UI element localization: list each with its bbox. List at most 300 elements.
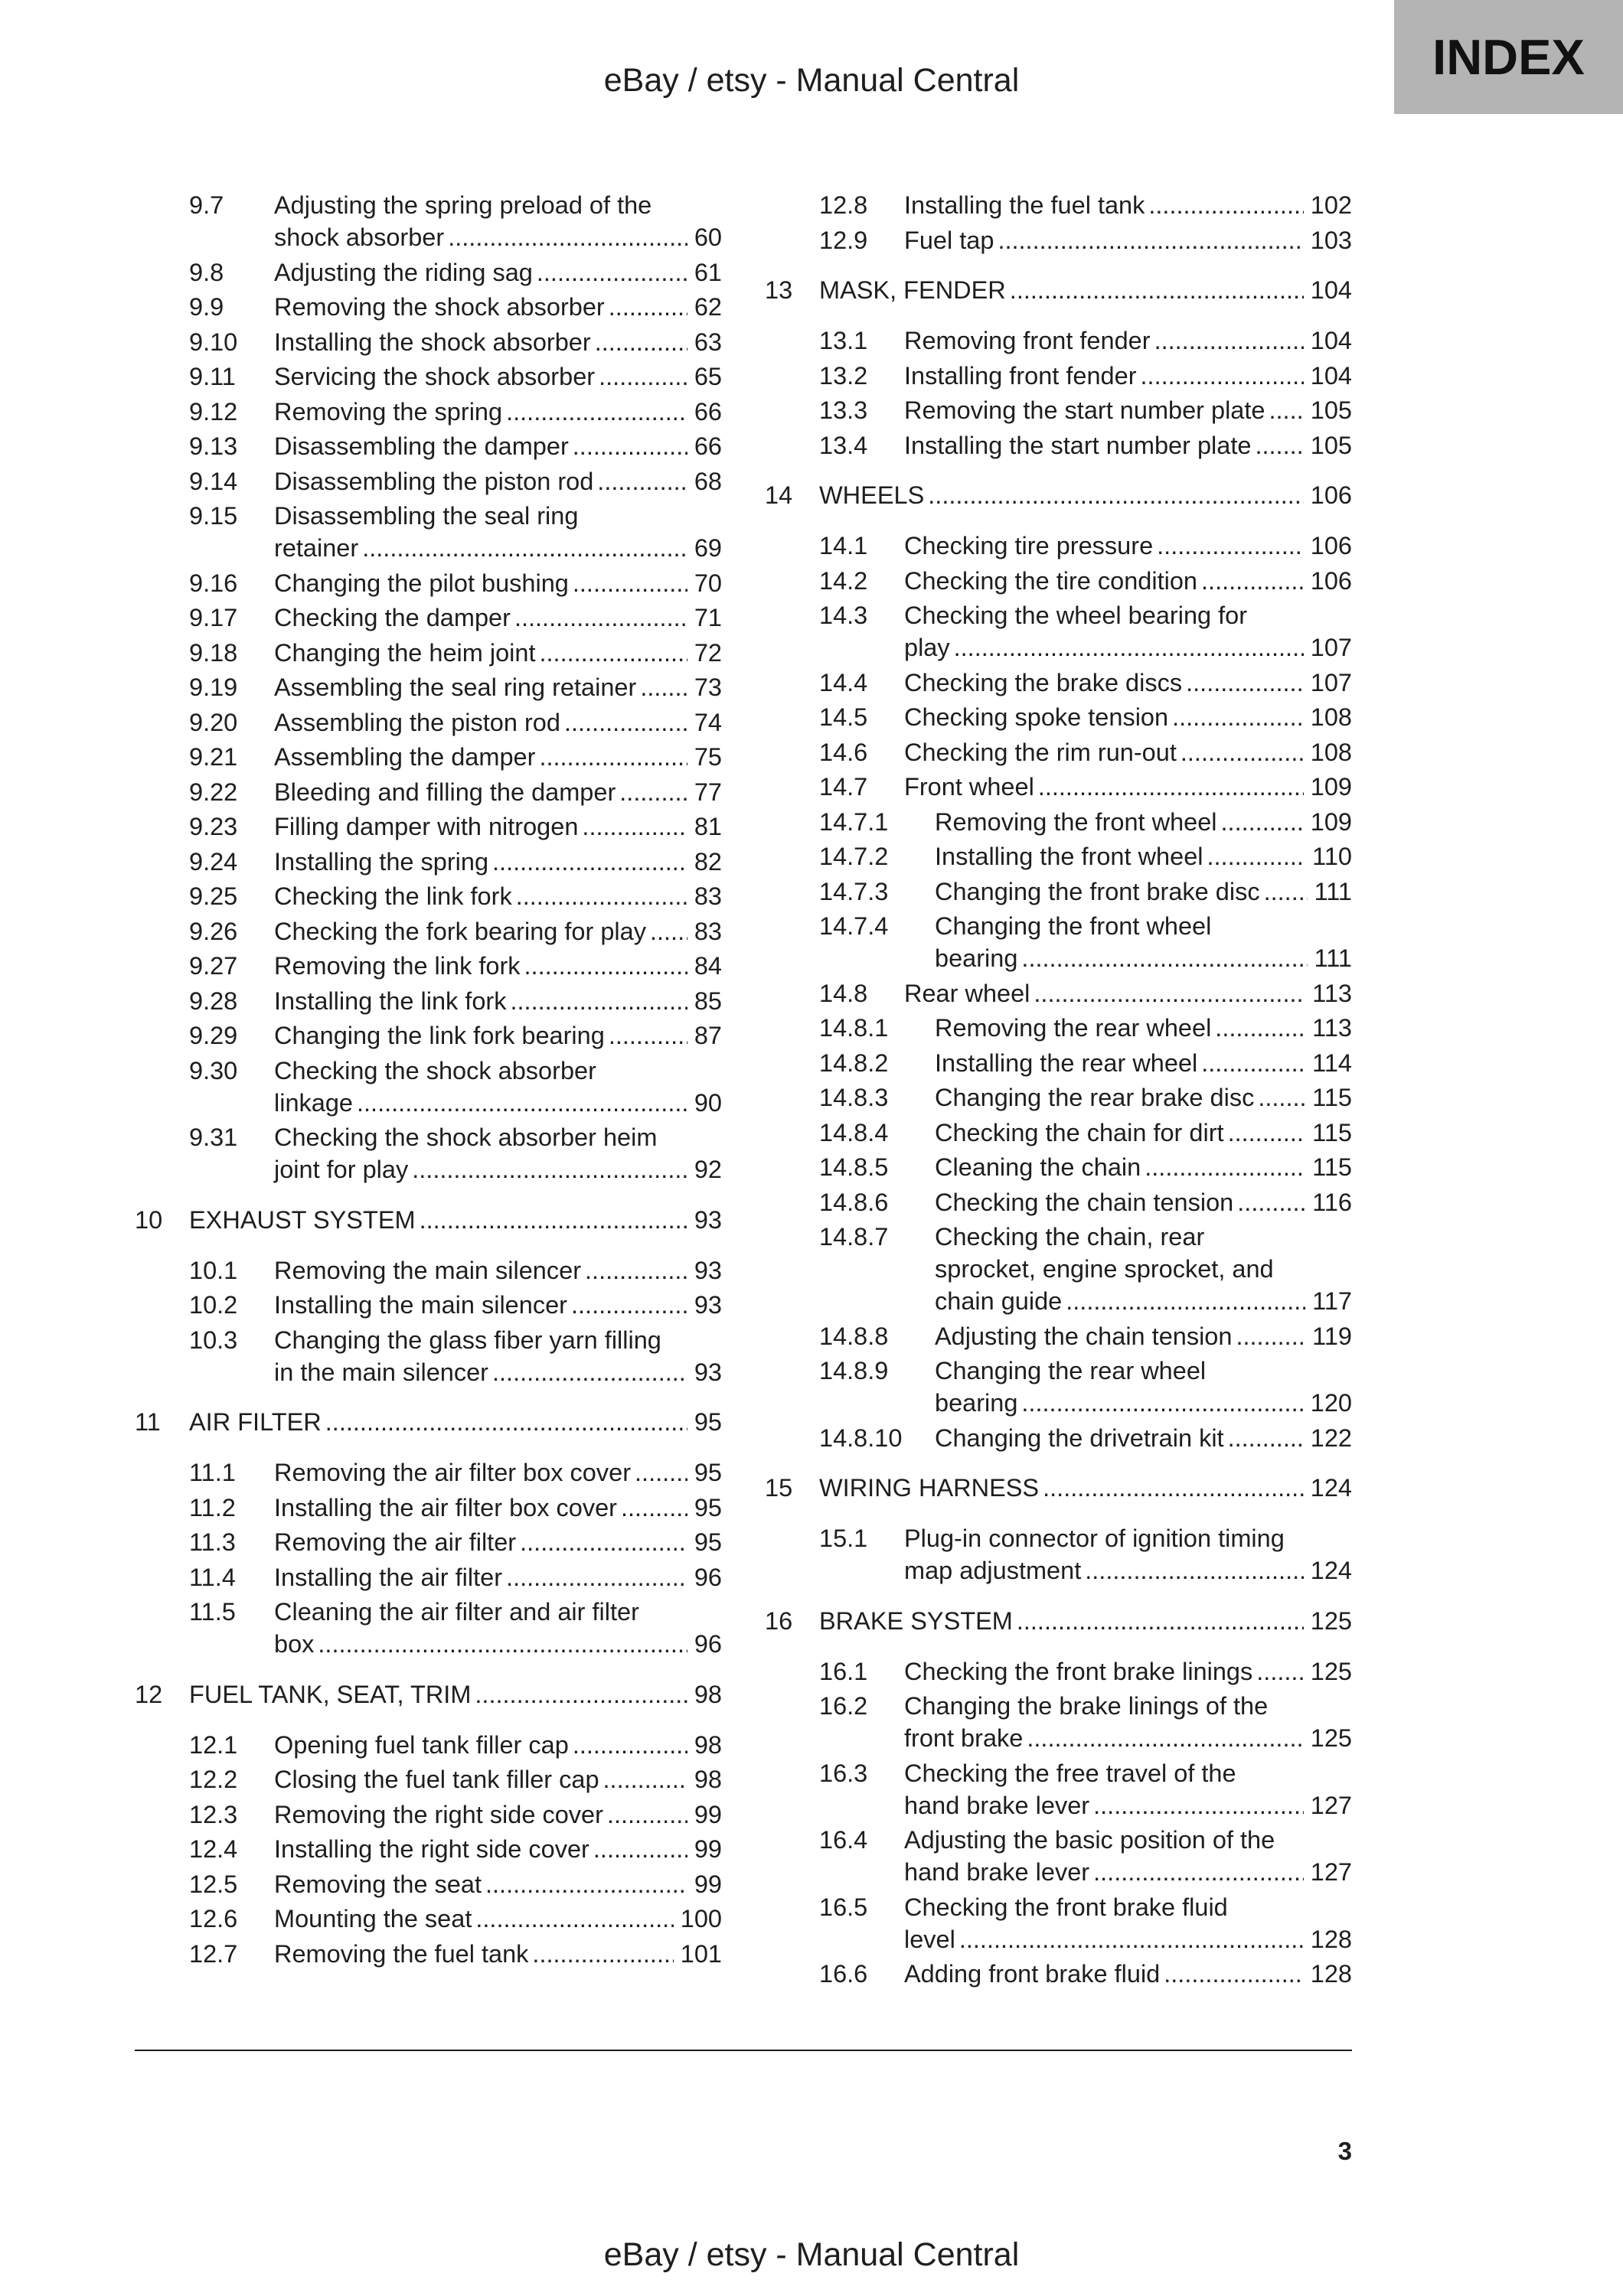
entry-title: Installing the rear wheel [935,1049,1198,1077]
title-line [189,1406,722,1438]
toc-subsection [765,840,1352,872]
section-number: 14.2 [819,566,868,595]
entry-title: Mounting the seat [274,1905,472,1932]
title-line [904,224,1352,256]
page-number: 3 [1337,2137,1352,2165]
entry-title: Checking the shock absorber [274,1056,596,1084]
entry-title: Installing the fuel tank [904,191,1145,219]
entry-page-number: 63 [694,328,722,356]
dot-leader [595,326,687,358]
section-number: 9.22 [189,778,238,806]
entry-body [904,189,1352,221]
entry-title: Disassembling the seal ring [274,502,579,530]
dot-leader [510,985,687,1017]
section-number: 9.12 [189,397,238,426]
entry-body [274,637,722,669]
entry-body [935,1151,1352,1183]
entry-title: Checking the tire condition [904,566,1198,595]
section-number: 13.2 [819,361,868,390]
dot-leader [1066,1285,1305,1317]
toc-section [135,1289,722,1321]
title-line [274,1055,722,1087]
entry-body [274,430,722,462]
dot-leader [539,637,687,669]
entry-page-number: 115 [1312,1118,1352,1146]
entry-body [274,256,722,289]
entry-title: Checking the front brake linings [904,1657,1253,1685]
toc-chapter [765,479,1352,511]
entry-page-number: 74 [694,708,722,736]
entry-title: Removing the right side cover [274,1800,603,1828]
entry-page-number: 102 [1310,191,1352,219]
entry-title: Adding front brake fluid [904,1960,1161,1988]
dot-leader [537,256,687,289]
entry-body [904,1690,1352,1754]
entry-title: Cleaning the air filter and air filter [274,1598,639,1626]
dot-leader [1085,1554,1304,1587]
title-line [274,1938,722,1970]
title-line [904,1722,1352,1754]
title-line [274,465,722,497]
section-number: 12.1 [189,1730,238,1759]
title-line [819,1605,1352,1637]
dot-leader [506,396,687,428]
toc-section [135,1729,722,1761]
entry-title: Changing the pilot bushing [274,569,569,597]
title-line [904,977,1352,1009]
section-number: 12.8 [819,191,868,219]
toc-section [135,1456,722,1489]
dot-leader [1201,565,1304,597]
entry-page-number: 99 [694,1835,722,1863]
entry-title: Removing the front wheel [935,807,1217,836]
title-line [274,950,722,982]
entry-title: Installing the start number plate [904,431,1252,459]
dot-leader [928,479,1304,511]
entry-page-number: 95 [694,1459,722,1486]
dot-leader [573,1729,687,1761]
dot-leader [607,1799,687,1831]
entry-body [274,880,722,912]
toc-column [135,189,722,1972]
title-line [935,910,1352,942]
entry-page-number: 125 [1310,1606,1352,1635]
title-line [274,1456,722,1489]
entry-title: linkage [274,1088,353,1117]
section-number: 9.9 [189,293,224,321]
title-line [274,1289,722,1321]
toc-section [765,530,1352,562]
dot-leader [1010,274,1304,306]
entry-body [274,1561,722,1593]
entry-title: Installing the spring [274,847,489,876]
dot-leader [573,567,687,599]
toc-section [135,1121,722,1186]
toc-section [765,1757,1352,1821]
dot-leader [1215,1012,1305,1044]
toc-section [135,1938,722,1970]
section-number: 10.1 [189,1256,238,1284]
entry-title: Installing front fender [904,361,1137,390]
entry-body [274,1833,722,1865]
title-line [935,1285,1352,1317]
title-line [274,256,722,289]
dot-leader [1186,667,1304,699]
toc-section [135,1868,722,1900]
toc-section [765,224,1352,256]
dot-leader [1258,1081,1305,1114]
toc-subsection [765,1081,1352,1114]
entry-body [935,1117,1352,1149]
title-line [274,741,722,773]
toc-section [135,1833,722,1865]
section-number: 14.4 [819,668,868,696]
entry-body [904,1958,1352,1990]
title-line [904,631,1352,664]
section-number: 9.30 [189,1056,238,1084]
section-number: 14.8.9 [819,1357,889,1384]
entry-page-number: 95 [694,1408,722,1436]
toc-section [765,1522,1352,1587]
entry-page-number: 101 [680,1939,722,1968]
entry-title: Plug-in connector of ignition timing [904,1525,1285,1552]
footer-rule [135,2050,1352,2051]
dot-leader [619,776,687,808]
section-number: 9.7 [189,191,224,219]
entry-title: Changing the link fork bearing [274,1022,605,1049]
toc-section [135,1799,722,1831]
entry-body [274,396,722,428]
entry-body [274,741,722,773]
entry-body [935,1047,1352,1079]
toc-section [765,189,1352,221]
section-number: 12.6 [189,1905,238,1932]
entry-page-number: 93 [694,1256,722,1284]
dot-leader [564,706,687,739]
entry-body [819,479,1352,511]
dot-leader [1154,325,1304,357]
entry-title: Adjusting the basic position of the [904,1826,1275,1854]
section-number: 11 [135,1408,161,1436]
section-number: 9.21 [189,743,238,771]
title-line [274,637,722,669]
entry-title: level [904,1925,955,1953]
entry-page-number: 119 [1312,1322,1352,1350]
entry-title: map adjustment [904,1557,1082,1584]
entry-page-number: 108 [1310,703,1352,731]
entry-page-number: 75 [694,743,722,771]
toc-subsection [765,1422,1352,1454]
toc-section [765,977,1352,1009]
index-tab [1394,0,1623,114]
entry-body [274,1763,722,1795]
entry-page-number: 84 [694,952,722,980]
entry-body [904,394,1352,426]
section-number: 9.17 [189,604,238,631]
dot-leader [1034,977,1305,1009]
entry-body [904,736,1352,768]
toc-section [135,326,722,358]
title-line [274,1799,722,1831]
entry-page-number: 111 [1314,944,1352,972]
entry-title: Installing the right side cover [274,1835,589,1863]
dot-leader [318,1628,687,1660]
entry-body [904,977,1352,1009]
title-line [935,876,1352,908]
dot-leader [635,1456,687,1489]
toc-section [135,465,722,497]
entry-body [274,810,722,843]
title-line [904,429,1352,461]
toc-chapter [765,274,1352,306]
entry-title: Changing the rear brake disc [935,1084,1255,1111]
title-line [935,840,1352,872]
toc-section [765,771,1352,803]
dot-leader [420,1204,687,1236]
title-line [904,1958,1352,1990]
entry-title: Checking the front brake fluid [904,1893,1228,1921]
toc-section [135,500,722,564]
dot-leader [1017,1605,1304,1637]
section-number: 14.8 [819,979,868,1007]
title-line [935,1047,1352,1079]
entry-title: Removing front fender [904,327,1151,354]
entry-title: Checking spoke tension [904,703,1169,731]
section-number: 9.20 [189,708,238,736]
toc-section [765,565,1352,597]
entry-title: Adjusting the chain tension [935,1322,1233,1350]
toc-section [765,1655,1352,1688]
entry-page-number: 110 [1312,843,1352,870]
dot-leader [1148,189,1303,221]
running-header: eBay / etsy - Manual Central [603,62,1020,99]
entry-body [274,465,722,497]
entry-page-number: 72 [694,638,722,667]
entry-page-number: 77 [694,778,722,806]
toc-subsection [765,806,1352,838]
title-line [935,1320,1352,1352]
title-line [274,396,722,428]
toc-subsection [765,1355,1352,1419]
entry-page-number: 127 [1310,1791,1352,1819]
section-number: 16.6 [819,1960,868,1988]
title-line [274,1087,722,1119]
dot-leader [1256,1655,1304,1688]
section-number: 9.29 [189,1022,238,1049]
toc-section [135,360,722,393]
entry-title: in the main silencer [274,1358,488,1386]
dot-leader [485,1868,687,1900]
section-number: 16.5 [819,1893,868,1921]
entry-page-number: 111 [1314,877,1352,905]
entry-body [904,1655,1352,1688]
entry-title: Installing the main silencer [274,1291,567,1319]
entry-title: Checking the wheel bearing for [904,602,1248,629]
title-line [274,291,722,323]
entry-body [274,846,722,878]
entry-title: play [904,634,950,661]
title-line [935,1355,1352,1387]
toc-chapter [135,1678,722,1711]
section-number: 9.13 [189,432,238,460]
entry-body [904,360,1352,392]
toc-section [765,599,1352,664]
toc-subsection [765,1117,1352,1149]
section-number: 14.7.2 [819,843,889,870]
entry-title: Front wheel [904,773,1034,801]
dot-leader [1093,1789,1304,1821]
entry-title: Checking the damper [274,604,511,631]
entry-title: Checking the brake discs [904,668,1183,696]
title-line [904,394,1352,426]
entry-title: Checking the chain tension [935,1188,1234,1216]
dot-leader [1269,394,1304,426]
dot-leader [514,602,687,634]
toc-section [765,1891,1352,1955]
toc-section [765,667,1352,699]
entry-body [935,910,1352,974]
entry-page-number: 96 [694,1563,722,1591]
toc-section [765,325,1352,357]
title-line [904,1891,1352,1923]
entry-page-number: 105 [1310,396,1352,424]
entry-body [935,1320,1352,1352]
entry-title: Installing the air filter [274,1563,503,1591]
entry-page-number: 124 [1310,1474,1352,1502]
running-footer: eBay / etsy - Manual Central [603,2236,1020,2273]
toc-section [135,1526,722,1558]
entry-title: retainer [274,534,359,562]
title-line [904,667,1352,699]
title-line [935,1253,1352,1285]
section-number: 14.5 [819,703,868,731]
dot-leader [621,1492,687,1524]
entry-title: bearing [935,944,1018,972]
entry-page-number: 85 [694,987,722,1015]
entry-page-number: 104 [1310,327,1352,354]
toc-section [135,1561,722,1593]
section-number: 16.4 [819,1826,868,1854]
entry-body [935,1422,1352,1454]
entry-body [904,224,1352,256]
section-number: 14.8.10 [819,1424,903,1452]
dot-leader [532,1938,673,1970]
entry-title: Installing the link fork [274,987,507,1015]
title-line [935,1081,1352,1114]
title-line [274,671,722,703]
entry-body [935,876,1352,908]
entry-page-number: 113 [1312,979,1352,1007]
section-number: 9.14 [189,467,238,495]
entry-title: Installing the air filter box cover [274,1493,617,1521]
section-number: 12 [135,1680,163,1708]
section-number: 11.4 [189,1563,236,1591]
toc-section [765,736,1352,768]
title-line [819,274,1352,306]
title-line [274,1153,722,1186]
title-line [904,565,1352,597]
section-number: 9.31 [189,1124,238,1151]
entry-title: Filling damper with nitrogen [274,813,579,840]
toc-section [135,846,722,878]
title-line [904,1757,1352,1789]
entry-page-number: 73 [694,673,722,701]
section-number: 14.7.4 [819,912,889,940]
dot-leader [1145,1151,1305,1183]
entry-title: Checking the rim run-out [904,738,1177,766]
entry-title: Removing the start number plate [904,396,1265,424]
section-number: 9.15 [189,502,238,530]
dot-leader [506,1561,687,1593]
entry-page-number: 117 [1312,1287,1352,1315]
entry-page-number: 93 [694,1205,722,1234]
section-number: 9.19 [189,673,238,701]
section-number: 14.8.3 [819,1084,889,1111]
section-number: 9.11 [189,363,236,390]
entry-page-number: 103 [1310,226,1352,254]
toc-section [135,915,722,947]
entry-title: Disassembling the damper [274,432,569,460]
toc-subsection [765,910,1352,974]
dot-leader [1172,701,1304,733]
entry-title: Checking the link fork [274,882,512,910]
entry-page-number: 99 [694,1800,722,1828]
section-number: 12.9 [819,226,868,254]
entry-body [935,1012,1352,1044]
entry-body [904,1824,1352,1888]
toc-section [135,256,722,289]
entry-page-number: 122 [1310,1424,1352,1452]
title-line [274,1492,722,1524]
entry-page-number: 115 [1312,1084,1352,1111]
title-line [274,1763,722,1795]
entry-body [274,500,722,564]
entry-title: Changing the heim joint [274,638,536,667]
title-line [274,1868,722,1900]
entry-body [935,1186,1352,1218]
title-line [274,1561,722,1593]
entry-body [274,1938,722,1970]
entry-title: Assembling the piston rod [274,708,560,736]
entry-title: Checking the fork bearing for play [274,917,646,945]
title-line [274,326,722,358]
entry-page-number: 107 [1310,668,1352,696]
toc-section [135,637,722,669]
title-line [274,1729,722,1761]
toc-section [765,394,1352,426]
dot-leader [1207,840,1306,872]
entry-body [274,950,722,982]
entry-title: Removing the seat [274,1870,482,1898]
section-number: 12.5 [189,1870,238,1898]
entry-body [274,1289,722,1321]
entry-title: box [274,1630,315,1658]
entry-page-number: 66 [694,432,722,460]
toc-section [765,701,1352,733]
entry-page-number: 69 [694,534,722,562]
section-number: 14.7.3 [819,877,889,905]
entry-page-number: 105 [1310,431,1352,459]
dot-leader [520,1526,687,1558]
entry-body [274,706,722,739]
title-line [274,221,722,253]
title-line [274,1628,722,1660]
title-line [274,602,722,634]
entry-title: FUEL TANK, SEAT, TRIM [189,1680,472,1708]
dot-leader [609,291,687,323]
entry-body [274,602,722,634]
dot-leader [325,1406,687,1438]
